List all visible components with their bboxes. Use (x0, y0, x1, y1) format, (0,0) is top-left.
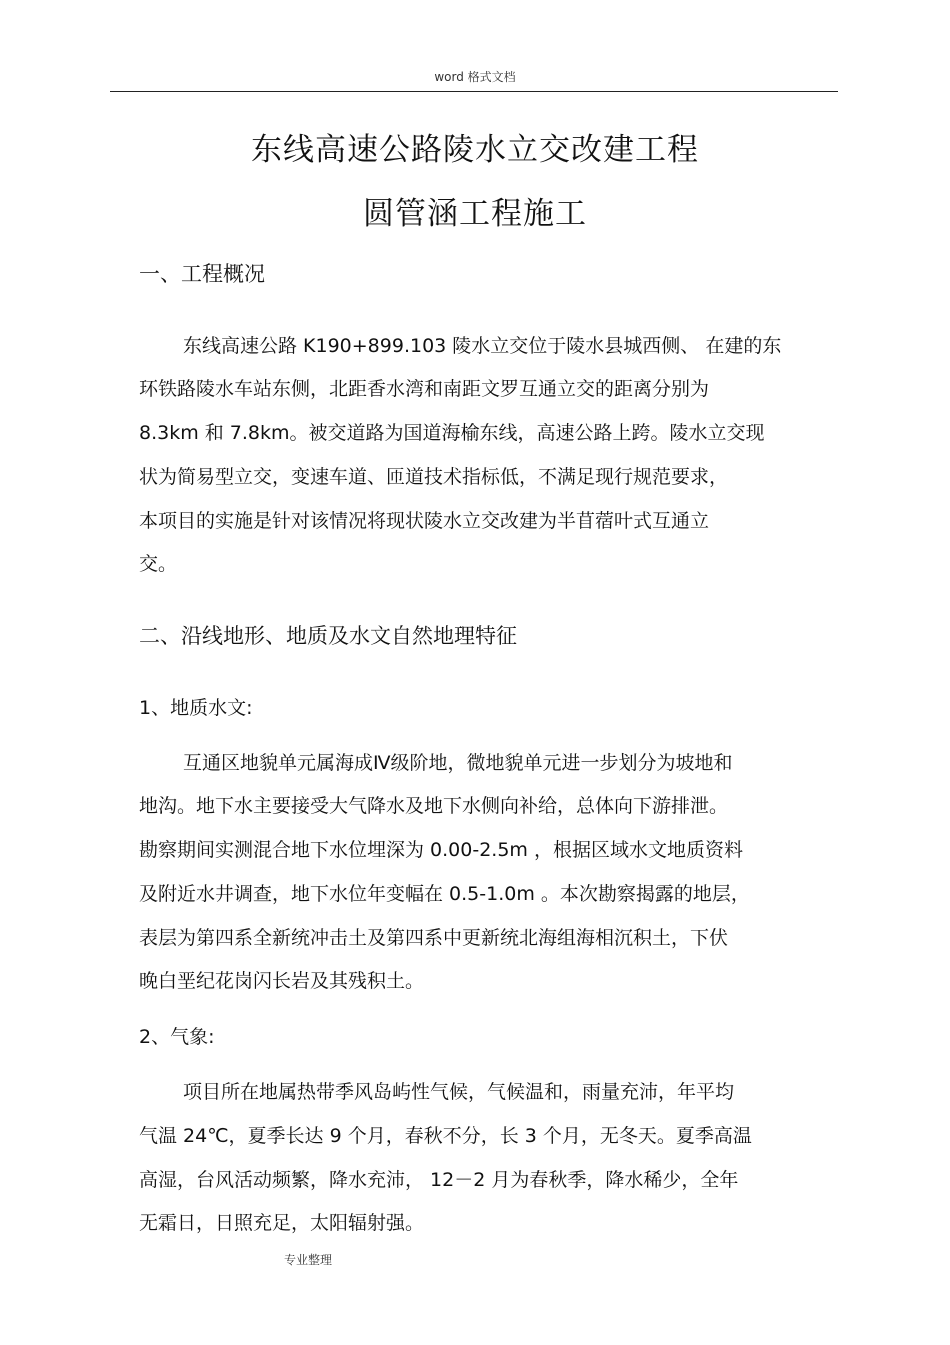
page-header: word 格式文档 (434, 70, 516, 84)
paragraph-line: 互通区地貌单元属海成Ⅳ级阶地，微地貌单元进一步划分为坡地和 (183, 752, 733, 774)
paragraph-line: 无霜日，日照充足，太阳辐射强。 (139, 1212, 425, 1234)
paragraph-line: 东线高速公路 K190+899.103 陵水立交位于陵水县城西侧、 在建的东 (183, 335, 782, 357)
paragraph-line: 状为简易型立交，变速车道、匝道技术指标低，不满足现行规范要求， (139, 466, 729, 488)
paragraph-line: 气温 24℃，夏季长达 9 个月，春秋不分，长 3 个月，无冬天。夏季高温 (139, 1125, 752, 1147)
paragraph-line: 地沟。地下水主要接受大气降水及地下水侧向补给，总体向下游排泄。 (139, 795, 729, 817)
header-rule (110, 91, 838, 92)
section1-heading: 一、工程概况 (139, 262, 265, 286)
subsection-geology-heading: 1、地质水文: (139, 697, 253, 719)
document-title-line1: 东线高速公路陵水立交改建工程 (251, 132, 699, 168)
subsection-climate-heading: 2、气象: (139, 1026, 215, 1048)
paragraph-line: 表层为第四系全新统冲击土及第四系中更新统北海组海相沉积土，下伏 (139, 927, 729, 949)
paragraph-line: 高湿，台风活动频繁，降水充沛， 12－2 月为春秋季，降水稀少，全年 (139, 1169, 739, 1191)
paragraph-line: 本项目的实施是针对该情况将现状陵水立交改建为半苜蓿叶式互通立 (139, 510, 710, 532)
paragraph-line: 晚白垩纪花岗闪长岩及其残积土。 (139, 970, 425, 992)
section2-heading: 二、沿线地形、地质及水文自然地理特征 (139, 624, 517, 648)
paragraph-line: 环铁路陵水车站东侧，北距香水湾和南距文罗互通立交的距离分别为 (139, 378, 710, 400)
paragraph-line: 交。 (139, 553, 178, 575)
paragraph-line: 及附近水井调查，地下水位年变幅在 0.5-1.0m 。本次勘察揭露的地层， (139, 883, 750, 905)
page-footer: 专业整理 (284, 1253, 333, 1267)
paragraph-line: 项目所在地属热带季风岛屿性气候，气候温和，雨量充沛，年平均 (183, 1081, 735, 1103)
document-title-line2: 圆管涵工程施工 (363, 196, 587, 232)
paragraph-line: 勘察期间实测混合地下水位埋深为 0.00-2.5m ，根据区域水文地质资料 (139, 839, 743, 861)
paragraph-line: 8.3km 和 7.8km。被交道路为国道海榆东线，高速公路上跨。陵水立交现 (139, 422, 765, 444)
